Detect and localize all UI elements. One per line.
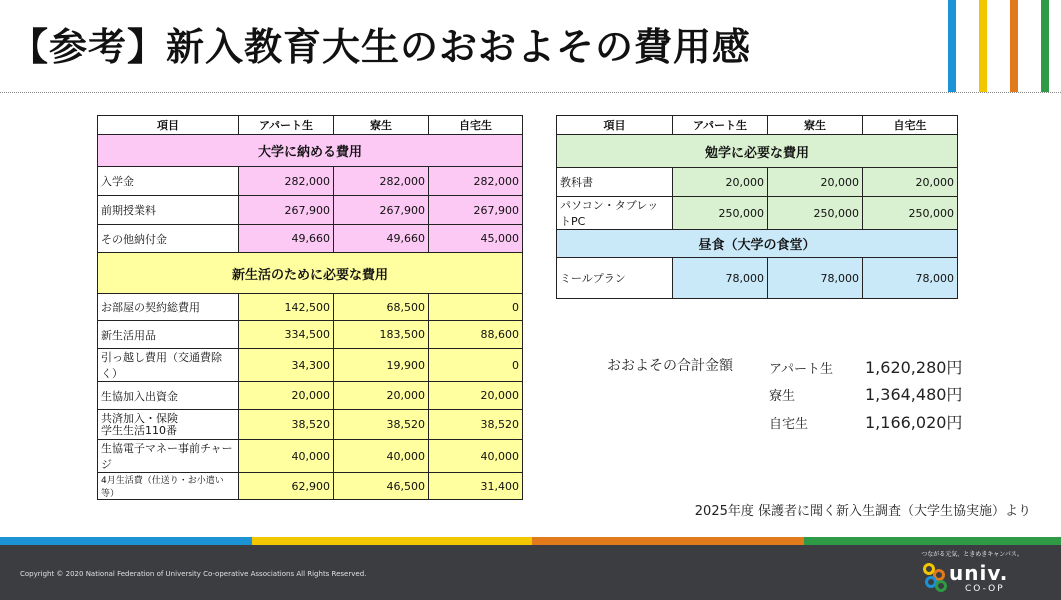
cell-home: 250,000: [863, 197, 958, 230]
title-divider: [0, 92, 1061, 93]
cell-apartment: 334,500: [239, 321, 334, 349]
header-dorm: 寮生: [768, 116, 863, 135]
cell-home: 20,000: [429, 382, 523, 410]
cell-home: 0: [429, 294, 523, 321]
cell-apartment: 267,900: [239, 196, 334, 225]
row-label: お部屋の契約総費用: [98, 294, 239, 321]
cell-home: 40,000: [429, 440, 523, 473]
section-title-new-life-costs: 新生活のために必要な費用: [98, 253, 523, 294]
row-label: 生協電子マネー事前チャージ: [98, 440, 239, 473]
cell-dorm: 49,660: [334, 225, 429, 253]
cell-apartment: 49,660: [239, 225, 334, 253]
table-row: [98, 440, 523, 473]
header-apartment: アパート生: [239, 116, 334, 135]
cell-apartment: 142,500: [239, 294, 334, 321]
cell-dorm: 68,500: [334, 294, 429, 321]
section-title-university-fees: 大学に納める費用: [98, 135, 523, 167]
footer-bar-blue: [0, 537, 252, 545]
cell-dorm: 183,500: [334, 321, 429, 349]
section-row: [98, 253, 523, 294]
table-header-row: [98, 116, 523, 135]
cell-dorm: 38,520: [334, 410, 429, 440]
logo-sub: CO-OP: [965, 584, 1005, 594]
cell-home: 88,600: [429, 321, 523, 349]
footer-bar-green: [804, 537, 1061, 545]
cell-dorm: 20,000: [768, 168, 863, 197]
decorative-stripes: [948, 0, 1049, 92]
table-row: [98, 167, 523, 196]
logo-tagline: つながる元気、ときめきキャンパス。: [921, 551, 1023, 558]
header-apartment: アパート生: [673, 116, 768, 135]
table-row: [557, 197, 958, 230]
header-dorm: 寮生: [334, 116, 429, 135]
cell-dorm: 40,000: [334, 440, 429, 473]
cell-apartment: 38,520: [239, 410, 334, 440]
total-value: 1,166,020円: [865, 413, 963, 432]
cell-apartment: 20,000: [239, 382, 334, 410]
cell-dorm: 282,000: [334, 167, 429, 196]
total-row-home: [769, 410, 962, 433]
stripe-green: [1041, 0, 1049, 92]
table-row: [98, 473, 523, 500]
total-value: 1,364,480円: [865, 385, 963, 404]
cell-apartment: 20,000: [673, 168, 768, 197]
total-label: アパート生: [769, 362, 833, 377]
header-item: 項目: [557, 116, 673, 135]
row-label: 4月生活費（仕送り・お小遣い等）: [98, 473, 239, 500]
cell-apartment: 62,900: [239, 473, 334, 500]
table-row: [98, 410, 523, 440]
cell-home: 267,900: [429, 196, 523, 225]
univ-coop-logo: [923, 549, 1023, 597]
total-label: 寮生: [769, 389, 796, 404]
header-home: 自宅生: [429, 116, 523, 135]
totals-caption: おおよその合計金額: [607, 358, 733, 374]
total-row-apartment: [769, 355, 962, 378]
table-row: [98, 321, 523, 349]
cell-home: 38,520: [429, 410, 523, 440]
cell-dorm: 250,000: [768, 197, 863, 230]
row-label: ミールプラン: [557, 258, 673, 299]
cell-apartment: 40,000: [239, 440, 334, 473]
cell-home: 0: [429, 349, 523, 382]
cell-apartment: 34,300: [239, 349, 334, 382]
cell-home: 45,000: [429, 225, 523, 253]
cell-dorm: 78,000: [768, 258, 863, 299]
left-cost-table: [97, 115, 523, 500]
table-row: [98, 382, 523, 410]
table-row: [557, 258, 958, 299]
stripe-yellow: [979, 0, 987, 92]
cell-home: 31,400: [429, 473, 523, 500]
table-row: [98, 196, 523, 225]
row-label: 生協加入出資金: [98, 382, 239, 410]
table-row: [98, 294, 523, 321]
row-label: 前期授業料: [98, 196, 239, 225]
stripe-blue: [948, 0, 956, 92]
cell-dorm: 46,500: [334, 473, 429, 500]
row-label: 入学金: [98, 167, 239, 196]
table-row: [98, 349, 523, 382]
source-note: 2025年度 保護者に聞く新入生調査（大学生協実施）より: [694, 504, 1031, 519]
total-label: 自宅生: [769, 417, 809, 432]
coop-rings-icon: [923, 563, 951, 593]
section-title-study-costs: 勉学に必要な費用: [557, 135, 958, 168]
header-home: 自宅生: [863, 116, 958, 135]
footer-bar-yellow: [252, 537, 532, 545]
cell-home: 20,000: [863, 168, 958, 197]
section-title-lunch: 昼食（大学の食堂）: [557, 230, 958, 258]
cell-dorm: 267,900: [334, 196, 429, 225]
total-value: 1,620,280円: [865, 358, 963, 377]
footer: [0, 545, 1061, 600]
footer-bar-orange: [532, 537, 804, 545]
row-label: 教科書: [557, 168, 673, 197]
copyright-text: Copyright © 2020 National Federation of University Co-operative Associations All Rights Reserved.: [20, 570, 367, 578]
table-row: [98, 225, 523, 253]
cell-home: 78,000: [863, 258, 958, 299]
right-cost-table: [556, 115, 958, 299]
row-label: 新生活用品: [98, 321, 239, 349]
row-label: 共済加入・保険 学生生活110番: [98, 410, 239, 440]
cell-apartment: 78,000: [673, 258, 768, 299]
cell-dorm: 20,000: [334, 382, 429, 410]
section-row: [557, 135, 958, 168]
total-row-dorm: [769, 382, 962, 405]
cell-apartment: 250,000: [673, 197, 768, 230]
table-row: [557, 168, 958, 197]
header-item: 項目: [98, 116, 239, 135]
logo-word: univ.: [949, 561, 1009, 585]
row-label: パソコン・タブレットPC: [557, 197, 673, 230]
section-row: [557, 230, 958, 258]
row-label: 引っ越し費用（交通費除く）: [98, 349, 239, 382]
cell-apartment: 282,000: [239, 167, 334, 196]
section-row: [98, 135, 523, 167]
footer-color-bar: [0, 537, 1061, 545]
cell-dorm: 19,900: [334, 349, 429, 382]
table-header-row: [557, 116, 958, 135]
row-label: その他納付金: [98, 225, 239, 253]
cell-home: 282,000: [429, 167, 523, 196]
stripe-orange: [1010, 0, 1018, 92]
page-title: 【参考】新入教育大生のおおよその費用感: [10, 25, 752, 69]
